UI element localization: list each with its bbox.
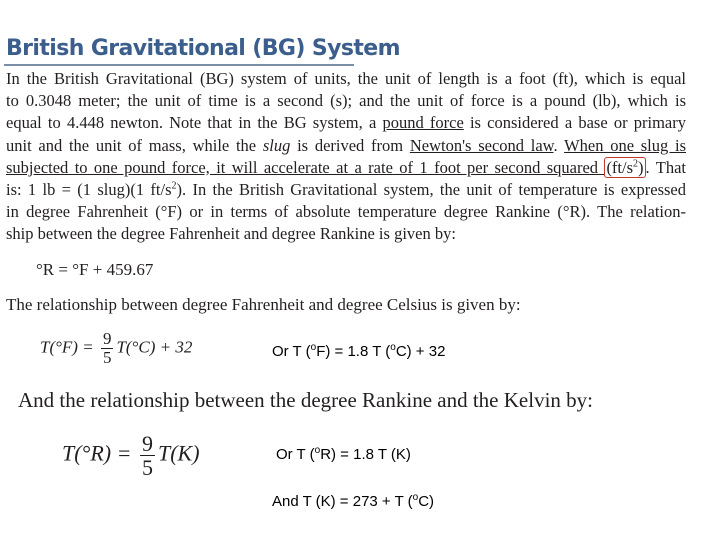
- paragraph-line-4: [6, 135, 686, 157]
- fraction: [101, 330, 114, 367]
- text-segment: equal to 4.448 newton. Note that in the BG system, a: [6, 113, 383, 133]
- paragraph-line-3: [6, 112, 686, 134]
- rankine-kelvin-note: [276, 445, 411, 463]
- paragraph-line-6: [6, 179, 686, 201]
- eq-rhs: T(°C) + 32: [116, 337, 193, 357]
- text-segment: unit and the unit of mass, while the: [6, 135, 263, 155]
- bg-system-paragraph: [6, 68, 686, 246]
- denominator: 5: [141, 455, 153, 481]
- text-segment: ). In the British Gravitational system, the unit of temperature is expressed: [176, 179, 686, 199]
- text-segment: is derived from: [290, 135, 410, 155]
- text-segment: R) = 1.8 T (K): [320, 446, 411, 463]
- rankine-equation: °R = °F + 459.67: [36, 260, 154, 279]
- eq-lhs: T(°R) =: [62, 440, 137, 466]
- superscript: 2: [171, 180, 177, 192]
- denominator: 5: [102, 347, 112, 367]
- numerator: 9: [141, 431, 153, 456]
- text-segment: F) = 1.8 T (: [316, 343, 391, 360]
- degree-o: o: [310, 342, 317, 353]
- text-segment: . That: [645, 157, 686, 177]
- degree-o: o: [390, 342, 396, 353]
- text-segment: is considered a base or primary: [463, 113, 686, 133]
- fahrenheit-celsius-equation: [40, 330, 192, 367]
- eq-rhs: T(K): [157, 440, 200, 466]
- pound-force-term: pound force: [382, 113, 464, 133]
- ft-per-s2-box: [604, 157, 645, 178]
- eq-lhs: T(°F) =: [40, 337, 98, 357]
- superscript: 2: [633, 158, 639, 170]
- text-segment: C) + 32: [395, 343, 446, 360]
- degree-o: o: [412, 492, 419, 503]
- fahrenheit-celsius-note: [272, 342, 445, 360]
- kelvin-heading: And the relationship between the degree Rankine and the Kelvin by:: [18, 388, 593, 412]
- paragraph-line-1: In the British Gravitational (BG) system of units, the unit of length is a foot (ft), which is equal: [6, 69, 686, 88]
- text-segment: Or T (: [276, 446, 315, 463]
- text-segment: ): [638, 157, 644, 177]
- slide-title: British Gravitational (BG) System: [6, 36, 400, 61]
- paragraph-line-5: [6, 157, 686, 179]
- slug-term: slug: [262, 135, 291, 155]
- paragraph-line-2: to 0.3048 meter; the unit of time is a second (s); and the unit of force is a pound (lb), which is: [6, 91, 686, 111]
- kelvin-celsius-note: [272, 492, 434, 510]
- text-segment: C): [418, 493, 435, 510]
- text-segment: .: [553, 135, 565, 155]
- highlighted-sentence: subjected to one pound force, it will accelerate at a rate of 1 foot per second squared: [6, 157, 605, 177]
- title-underline: [4, 64, 354, 66]
- fraction: [140, 432, 155, 479]
- numerator: 9: [102, 329, 112, 348]
- text-segment: And T (K) = 273 + T (: [272, 493, 413, 510]
- text-segment: Or T (: [272, 343, 311, 360]
- degree-o: o: [314, 445, 321, 456]
- celsius-intro: The relationship between degree Fahrenheit and degree Celsius is given by:: [6, 295, 521, 314]
- newtons-law-term: Newton's second law: [409, 135, 554, 155]
- text-segment: is: 1 lb = (1 slug)(1 ft/s: [6, 179, 172, 199]
- text-segment: (ft/s: [606, 157, 634, 177]
- highlighted-sentence-start: When one slug is: [564, 135, 686, 155]
- paragraph-line-8: ship between the degree Fahrenheit and degree Rankine is given by:: [6, 224, 456, 244]
- rankine-kelvin-equation: [62, 432, 200, 479]
- paragraph-line-7: in degree Fahrenheit (°F) or in terms of absolute temperature degree Rankine (°R). The relation-: [6, 202, 686, 222]
